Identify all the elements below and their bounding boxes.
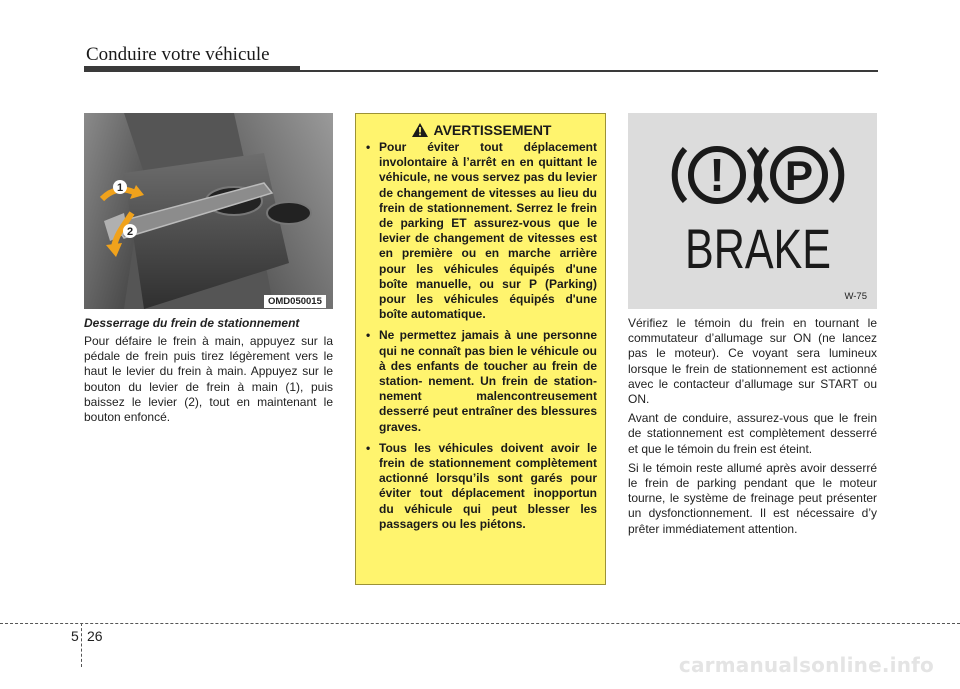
watermark: carmanualsonline.info xyxy=(678,653,934,677)
chapter-number: 5 xyxy=(71,628,79,644)
marker-1: 1 xyxy=(116,182,124,194)
right-paragraph: Vérifiez le témoin du frein en tournant le commutateur d’allumage sur ON (ne lancez pas le moteur). Ce voyant sera lumineux lorsque le frein de stationnement est actionné avec le contacteur d’allumage sur START ou ON. xyxy=(628,316,877,407)
right-paragraph: Si le témoin reste allumé après avoir desserré le frein de parking pendant que le moteur tourne, le système de freinage peut présenter un dysfonctionnement. Il est nécessaire d’y prêter immédiatement attention. xyxy=(628,460,877,536)
warning-header xyxy=(366,122,597,138)
handbrake-photo-illustration xyxy=(84,113,333,309)
right-paragraph: Avant de conduire, assurez-vous que le frein de stationnement est complètement desserré et que le témoin du frein est éteint. xyxy=(628,411,877,456)
warning-title: AVERTISSEMENT xyxy=(433,122,552,138)
figure-code: W-75 xyxy=(844,291,867,302)
brake-indicator-panel xyxy=(628,113,877,309)
right-body-text xyxy=(628,316,877,541)
photo-code: OMD050015 xyxy=(264,295,326,308)
brake-warning-icon xyxy=(628,113,877,309)
bullet: • xyxy=(366,440,371,455)
warning-item-text: Tous les véhicules doivent avoir le frein de stationnement complètement actionné lorsqu’ils sont garés pour éviter tout déplacement inopportun du véhicule qui peut blesser les passagers ou les piétons. xyxy=(379,440,597,531)
warning-item xyxy=(366,328,597,434)
marker-2: 2 xyxy=(126,226,134,238)
warning-item xyxy=(366,441,597,532)
warning-item-text: Ne permettez jamais à une personne qui ne connaît pas bien le véhicule ou à des enfants de toucher au frein de station- nement. Un frein de station- nement malencontreusement desserré peut entraîner des blessures graves. xyxy=(379,328,597,434)
brake-parking-symbol: P xyxy=(784,152,814,199)
warning-item xyxy=(366,140,597,322)
header-rule-thin xyxy=(300,70,878,72)
header-rule-thick xyxy=(84,66,300,72)
bullet: • xyxy=(366,140,371,154)
page-number: 26 xyxy=(87,628,103,644)
bullet: • xyxy=(366,328,371,343)
footer-divider xyxy=(81,623,82,667)
left-body-text: Pour défaire le frein à main, appuyez sur la pédale de frein puis tirez légèrement vers le haut le levier du frein à main. Appuyez sur le bouton du levier de frein à main (1), puis baissez le levier (2), tout en maintenant le bouton enfoncé. xyxy=(84,334,333,425)
warning-box xyxy=(355,113,606,585)
handbrake-photo xyxy=(84,113,333,309)
warning-item-text: Pour éviter tout déplacement involontaire à l’arrêt en en quittant le véhicule, ne vous servez pas du levier de changement de vitesses au lieu du frein de stationnement. Serrez le frein de parking ET assurez-vous que le levier de changement de vitesses est en première ou en marche arrière pour les véhicules équipés d'une boîte manuelle, ou sur P (Parking) pour les véhicules équipés d'une boîte automatique. xyxy=(379,140,597,322)
photo-caption: Desserrage du frein de stationnement xyxy=(84,316,300,330)
brake-exclamation-symbol: ! xyxy=(709,149,725,201)
page-header-title: Conduire votre véhicule xyxy=(86,44,270,65)
brake-word: BRAKE xyxy=(685,217,831,280)
footer-rule xyxy=(0,623,960,624)
warning-list xyxy=(366,140,597,532)
warning-triangle-icon xyxy=(412,123,428,137)
